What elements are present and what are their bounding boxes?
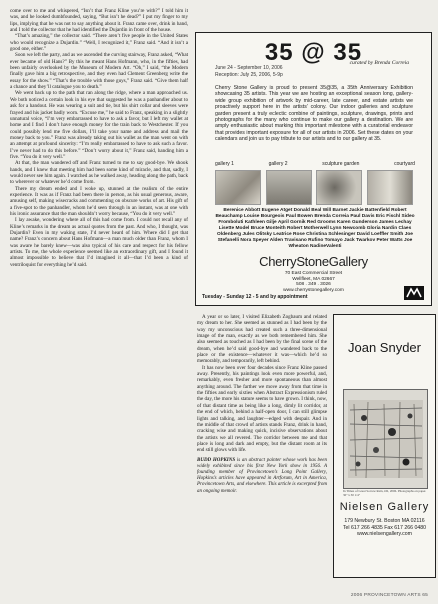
exhibition-description: Cherry Stone Gallery is proud to present 35@35, a 35th Anniversary Exhibition showcasing 35 artists. This year we are hosting an exceptional season long, gallery-wide group exhibition of artwork by mid-career, late career, and estate artists we proactively support here in the artists’ colony. Our indoor galleries and sculpture garden present a truly eclectic combine of paintings, sculpture, drawings, prints and photographs for the many who continue to make our gallery a destination. We are amply enthusiastic about marking this important milestone with a curatorial endeavor that provides important exposure for all of our artists in 2006. Set these dates on your calendars and join us to pay tribute to our artists and to our gallery at 35. <box>215 85 413 143</box>
article-continued <box>197 314 327 454</box>
gallery-photo <box>215 170 261 205</box>
ad-title: 35 @ 35 <box>264 39 363 66</box>
gallery-street: 179 Newbury St. Boston MA 02116 <box>344 518 425 524</box>
article-paragraph: We went back up to the path that ran along the ridge, where a man approached us. We both noticed a certain look in his eye that suggested he was a panhandler about to ask for a handout. He was wearing a suit and tie, but his shirt collar and sleeves were frayed and his jacket badly worn. “Excuse me,” he said to Franz, speaking in a slightly unnatural voice, “I’m very embarrassed to have to ask a favor, but I left my wallet at home and I find I don’t have enough money for the train back to Westchester. If you could possibly lend me five dollars, I’ll take your name and address and mail the money back to you.” Franz was already taking out his wallet as the man went on with an attempt at profound sincerity: “I’m really embarrassed to have to ask such a favor. I’ve never had to do this before.” “Don’t worry about it,” Franz said, handing him a five. “You do it very well.” <box>10 90 188 160</box>
artwork-icon <box>344 390 427 488</box>
gallery-phones: Tel 617 266 4835 Fax 617 266 0480 <box>342 524 427 531</box>
gallery-labels <box>215 161 415 167</box>
phone-number: 508 . 349 . 3026 <box>296 282 331 288</box>
nielsen-gallery-advertisement <box>333 314 436 578</box>
gallery-name: Nielsen Gallery <box>339 501 430 513</box>
curator-credit: curated by Brenda Correia <box>349 60 409 66</box>
author-bio <box>197 458 327 495</box>
reception-date: Reception: July 25, 2006, 5-9p <box>215 71 283 78</box>
artwork-image <box>343 389 428 489</box>
article-paragraph: “That’s amazing,” the collector said. “There aren’t five people in the United States who would recognize a Dujardin.” “Well, I recognized it,” Franz said. “And it isn’t a good one, either.” <box>10 33 188 53</box>
gallery-website: www.nielsengallery.com <box>357 531 412 538</box>
article-paragraph: At that, the man wandered off and Franz turned to me to say good-bye. We shook hands, and I knew that meeting him had been some kind of miracle, and that, sadly, I would never see him again. I watched as he walked away, heading along the path, back to wherever or whatever he’d come from. <box>10 160 188 186</box>
gallery-address <box>196 271 431 293</box>
gallery-photo <box>367 170 413 205</box>
artist-list: Berenice Abbott Eugene Atget Donald Beal Will Barnet Jackie Battenfield Robert Beauchamp Louise Bourgeois Paul Bowen Brenda Correia Paul Davis Eric Fischl Sideo Fromboluti Kathleen Gilje April Gornik Red Grooms Karen Gunderson James Lechay Lisette Model Bruce Monteith Robert Motherwell Lynn Newcomb Gloria Nardin Claes Oldenberg Jules Olitsky Leatrice Rose Christina Schlesinger David Loeffler Smith Joe Stefanelli Nora Speyer Alden Travisano Rufino Tomayo Jack Twarkov Peter Watts Joe Wheaton NadineValenti <box>215 208 415 249</box>
article-middle-column <box>197 314 327 495</box>
article-paragraph: A year or so later, I visited Elizabeth Zogbaum and related my dream to her. She seemed as stunned as I had been by the way my unconscious had created such a three-dimensional image of the man, exactly as we both remembered him. She also seemed as touched as I had been by the final scene of the dream, when he’d said good-bye and wandered back to the place or the existence—whatever it was—which he’d so memorably, and temporarily, left behind. <box>197 314 327 365</box>
street-address: 70 East Commercial Street <box>284 271 343 276</box>
website: www.cherrystonegallery.com <box>283 287 344 293</box>
article-paragraph: I lay awake, wondering where all of this had come from. I could not recall any of Kline’s remarks in the dream as actual quotes from the past. And who, I thought, was Dujardin? Even in my waking state, I’d never heard of him. Where did I get that name? Franz’s concern about Hans Hofmann—a man much older than Franz, whom I was aware he barely knew—was also typical of his care and respect for his fellow artists. To me, the whole experience seemed like an extraordinary gift, and I found it almost impossible to believe that I’d imagined it all—that I’d been a kind of ventriloquist for everything he’d said. <box>10 217 188 268</box>
city-address: Wellfleet, MA 02667 <box>292 276 335 282</box>
gallery-photo <box>266 170 312 205</box>
gallery-label: gallery 2 <box>268 161 288 167</box>
article-paragraph: It has now been over four decades since Franz Kline passed away. Presently, his paintings look even more powerful, and, remarkably, even fresher and more spontaneous than almost anything around. The farther we move away from that time in the fifties and early sixties when Abstract Expressionism ruled the day, the more his stature seems to have grown. I think, now, of that distant time as being like a long, dimly lit corridor, at the end of which, behind a half-open door, I can still glimpse lights and talking, and laughter—edged with despair. And in the middle of that crowd of artists stands Franz, drink in hand, cracking wise and making quick, incisive observations about the artists we all revered. The corridor between me and that place is long and dark and empty, but the distant room at its end still glows with life. <box>197 364 327 454</box>
gallery-label: gallery 1 <box>215 161 234 167</box>
artwork-caption: In Times of Great Sorrow Rain, Oil, 2006. Photographs on paper. 30" x 30 1/4" <box>343 489 427 497</box>
page-footer: 2006 PROVINCETOWN ARTS 65 <box>350 593 428 598</box>
gallery-logo: CherryStoneGallery <box>259 254 368 269</box>
bio-text: is an abstract painter whose work has been widely exhibited since his first New York show in 1956. A founding member of Provincetown’s Long Point Gallery, Hopkins’s articles have appeared in Artforum, Art in America, Provincetown Arts, and elsewhere. This article is excerpted from an ongoing memoir. <box>197 457 327 494</box>
gallery-photos <box>215 170 413 205</box>
gallery-hours: Tuesday - Sunday 12 - 5 and by appointment <box>202 294 308 300</box>
article-left-column <box>10 8 188 268</box>
article-paragraph: There my dream ended and I woke up, stunned at the realism of the entire experience. It was as if Franz had been there in person, as his usual generous, aware, amusing self, making wisecracks and commenting on obscure works of art. His gift of a five-spot to the panhandler, whom he’d seen through in an instant, was at one with his ironic assurance that the man shouldn’t worry because, “You do it very well.” <box>10 185 188 217</box>
date-range: June 24 - September 10, 2006 <box>215 65 283 71</box>
article-paragraph: come over to me and whispered, “Isn’t that Franz Kline you’re with?” I told him it was, and he looked dumbfounded, saying, “But isn’t he dead?” I put my finger to my lips, implying that he was not to say anything about it. Franz came over, drink in hand, and I told the collector that he had identified the Dujardin in front of the house. <box>10 8 188 34</box>
article-paragraph: Soon we left the party, and as we ascended the curving stairway, Franz asked, “What ever became of old Hans?” By this he meant Hans Hofmann, who, in the fifties, had been unfairly overlooked by the Museum of Modern Art. “Oh,” I said, “the Modern finally gave him a big retrospective, and they even had Clement Greenberg write the essay for the show.” “That’s the trouble with those guys,” Franz said. “Give them half a chance and they’ll catalogue you to death.” <box>10 52 188 91</box>
exhibition-dates <box>215 65 283 78</box>
gallery-photo <box>316 170 362 205</box>
gallery-label: sculpture garden <box>322 161 360 167</box>
gallery-contact <box>334 518 435 538</box>
publisher-mark-icon <box>403 285 425 301</box>
artist-name: Joan Snyder <box>348 340 421 355</box>
cherrystone-advertisement <box>195 32 432 306</box>
author-name: BUDD HOPKINS <box>197 457 236 463</box>
gallery-label: courtyard <box>394 161 415 167</box>
